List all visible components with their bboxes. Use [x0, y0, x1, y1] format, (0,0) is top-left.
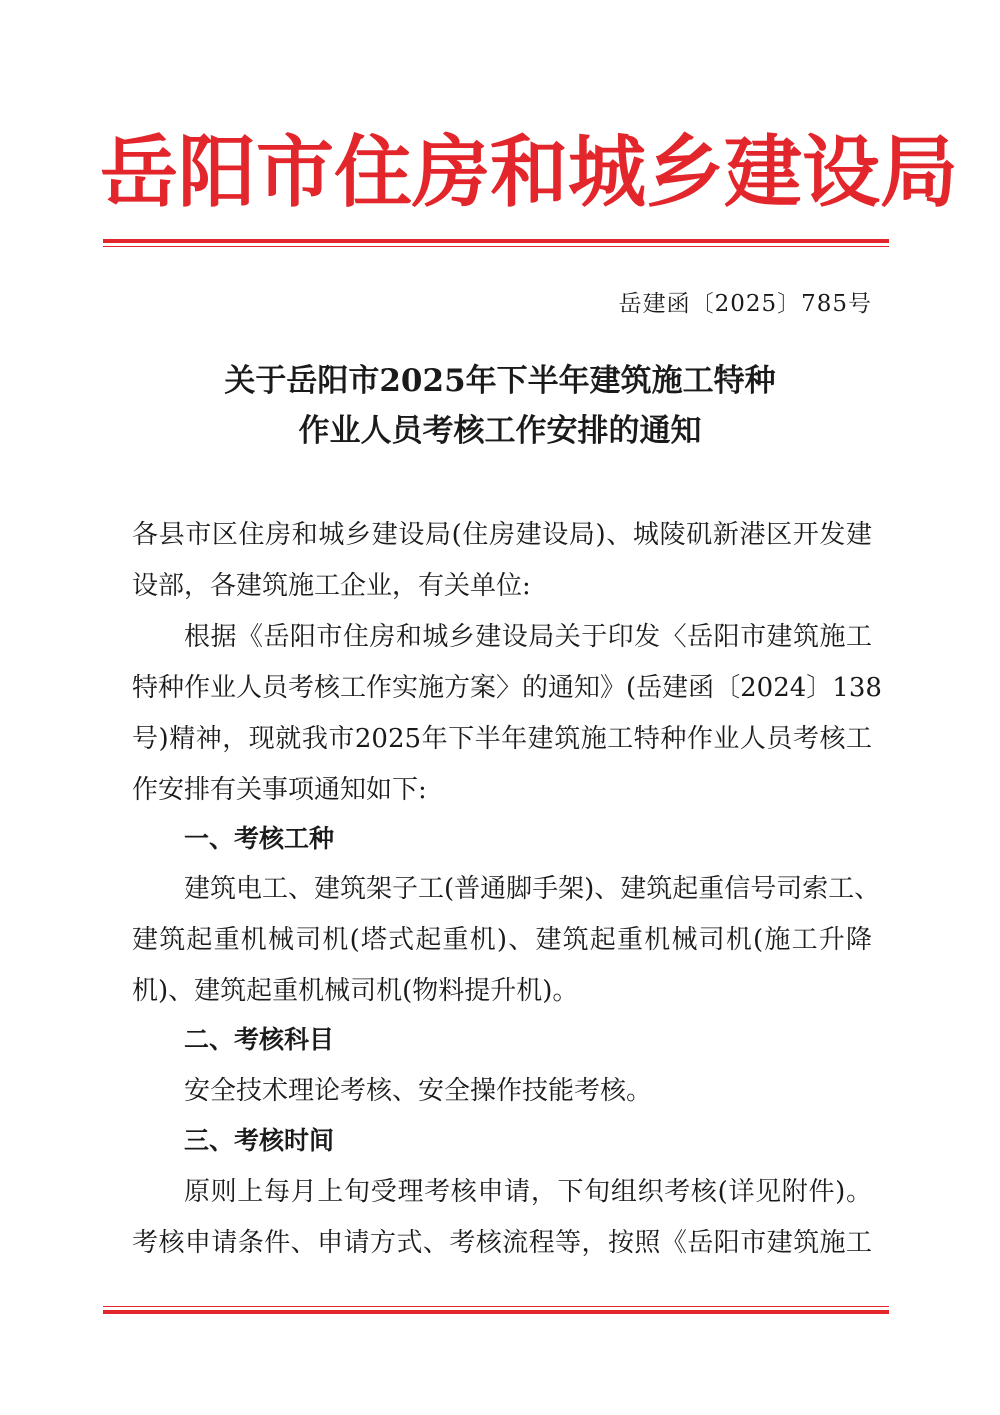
footer-red-rule [103, 1306, 889, 1314]
section-heading-1: 一、考核工种 [184, 824, 335, 853]
section-1-line-3: 机)、建筑起重机械司机(物料提升机)。 [132, 976, 579, 1006]
intro-line-3: 号)精神，现就我市2025年下半年建筑施工特种作业人员考核工 [132, 724, 872, 754]
section-1-line-1: 建筑电工、建筑架子工(普通脚手架)、建筑起重信号司索工、 [184, 874, 881, 904]
recipients-line-2: 设部，各建筑施工企业，有关单位: [132, 571, 531, 601]
intro-line-4: 作安排有关事项通知如下: [132, 775, 427, 805]
section-1-line-2: 建筑起重机械司机(塔式起重机)、建筑起重机械司机(施工升降 [132, 925, 872, 955]
letterhead-red-rule [103, 239, 889, 247]
section-3-line-1: 原则上每月上旬受理考核申请，下旬组织考核(详见附件)。 [184, 1177, 872, 1207]
section-3-line-2: 考核申请条件、申请方式、考核流程等，按照《岳阳市建筑施工 [132, 1228, 872, 1258]
document-number: 岳建函〔2025〕785号 [618, 291, 872, 317]
letterhead-issuer: 岳阳市住房和城乡建设局 [100, 128, 959, 218]
document-title-line-2: 作业人员考核工作安排的通知 [298, 413, 702, 449]
section-heading-2: 二、考核科目 [184, 1025, 335, 1054]
section-heading-3: 三、考核时间 [184, 1126, 335, 1155]
document-title-line-1: 关于岳阳市2025年下半年建筑施工特种 [224, 363, 776, 399]
intro-line-2: 特种作业人员考核工作实施方案〉的通知》(岳建函〔2024〕138 [132, 673, 882, 703]
recipients-line-1: 各县市区住房和城乡建设局(住房建设局)、城陵矶新港区开发建 [132, 520, 872, 550]
intro-line-1: 根据《岳阳市住房和城乡建设局关于印发〈岳阳市建筑施工 [184, 622, 872, 652]
section-2-line-1: 安全技术理论考核、安全操作技能考核。 [184, 1076, 653, 1106]
